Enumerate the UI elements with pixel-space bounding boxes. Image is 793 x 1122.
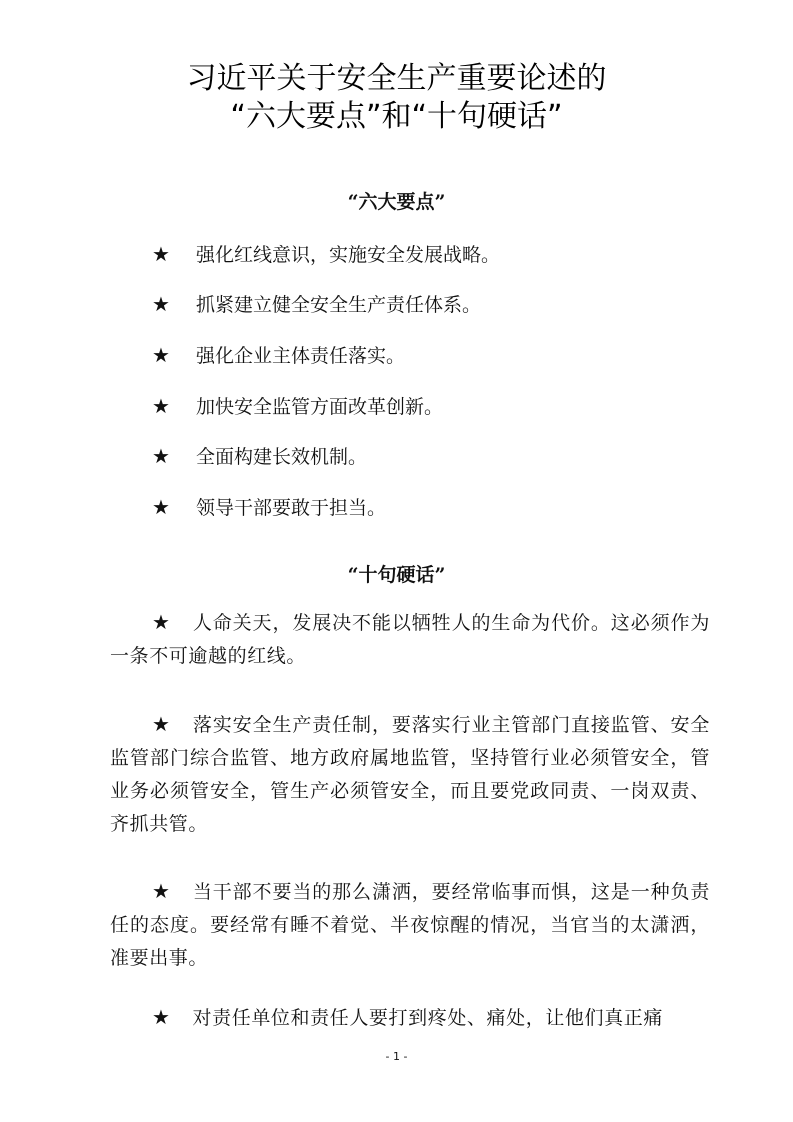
point-text: 强化企业主体责任落实。 <box>196 345 406 367</box>
page-number: - 1 - <box>385 1050 408 1063</box>
point-text: 全面构建长效机制。 <box>196 446 368 468</box>
remark-paragraph <box>110 1001 710 1035</box>
document-title-line-1: 习近平关于安全生产重要论述的 <box>186 61 607 96</box>
remark-text: 当干部不要当的那么潇洒，要经常临事而惧，这是一种负责任的态度。要经常有睡不着觉、半夜惊醒的情况，当官当的太潇洒，准要出事。 <box>110 881 711 969</box>
list-item <box>152 495 712 520</box>
remark-paragraph <box>110 875 710 975</box>
star-icon: ★ <box>152 712 171 736</box>
list-item <box>152 292 712 317</box>
remark-text: 对责任单位和责任人要打到疼处、痛处，让他们真正痛 <box>192 1007 663 1029</box>
star-icon: ★ <box>152 242 170 266</box>
star-icon: ★ <box>152 394 170 418</box>
star-icon: ★ <box>152 1005 171 1029</box>
star-icon: ★ <box>152 879 171 903</box>
star-icon: ★ <box>152 292 170 316</box>
star-icon: ★ <box>152 343 170 367</box>
section-heading-ten-remarks: “十句硬话” <box>347 564 446 586</box>
remark-text: 落实安全生产责任制，要落实行业主管部门直接监管、安全监管部门综合监管、地方政府属地监管，坚持管行业必须管安全，管业务必须管安全，管生产必须管安全，而且要党政同责、一岗双责、齐抓共管。 <box>110 714 711 835</box>
section-heading-six-points: “六大要点” <box>347 191 446 213</box>
list-item <box>152 394 712 419</box>
remark-paragraph <box>110 708 710 841</box>
point-text: 领导干部要敢于担当。 <box>196 497 387 519</box>
document-title-line-2: “六大要点”和“十句硬话” <box>230 99 563 134</box>
star-icon: ★ <box>152 495 170 519</box>
list-item <box>152 343 712 368</box>
point-text: 抓紧建立健全安全生产责任体系。 <box>196 294 482 316</box>
list-item <box>152 444 712 469</box>
remark-text: 人命关天，发展决不能以牺牲人的生命为代价。这必须作为一条不可逾越的红线。 <box>110 612 711 667</box>
point-text: 强化红线意识，实施安全发展战略。 <box>196 244 501 266</box>
point-text: 加快安全监管方面改革创新。 <box>196 396 444 418</box>
star-icon: ★ <box>152 444 170 468</box>
star-icon: ★ <box>152 610 171 634</box>
list-item <box>152 242 712 267</box>
remark-paragraph <box>110 606 710 673</box>
